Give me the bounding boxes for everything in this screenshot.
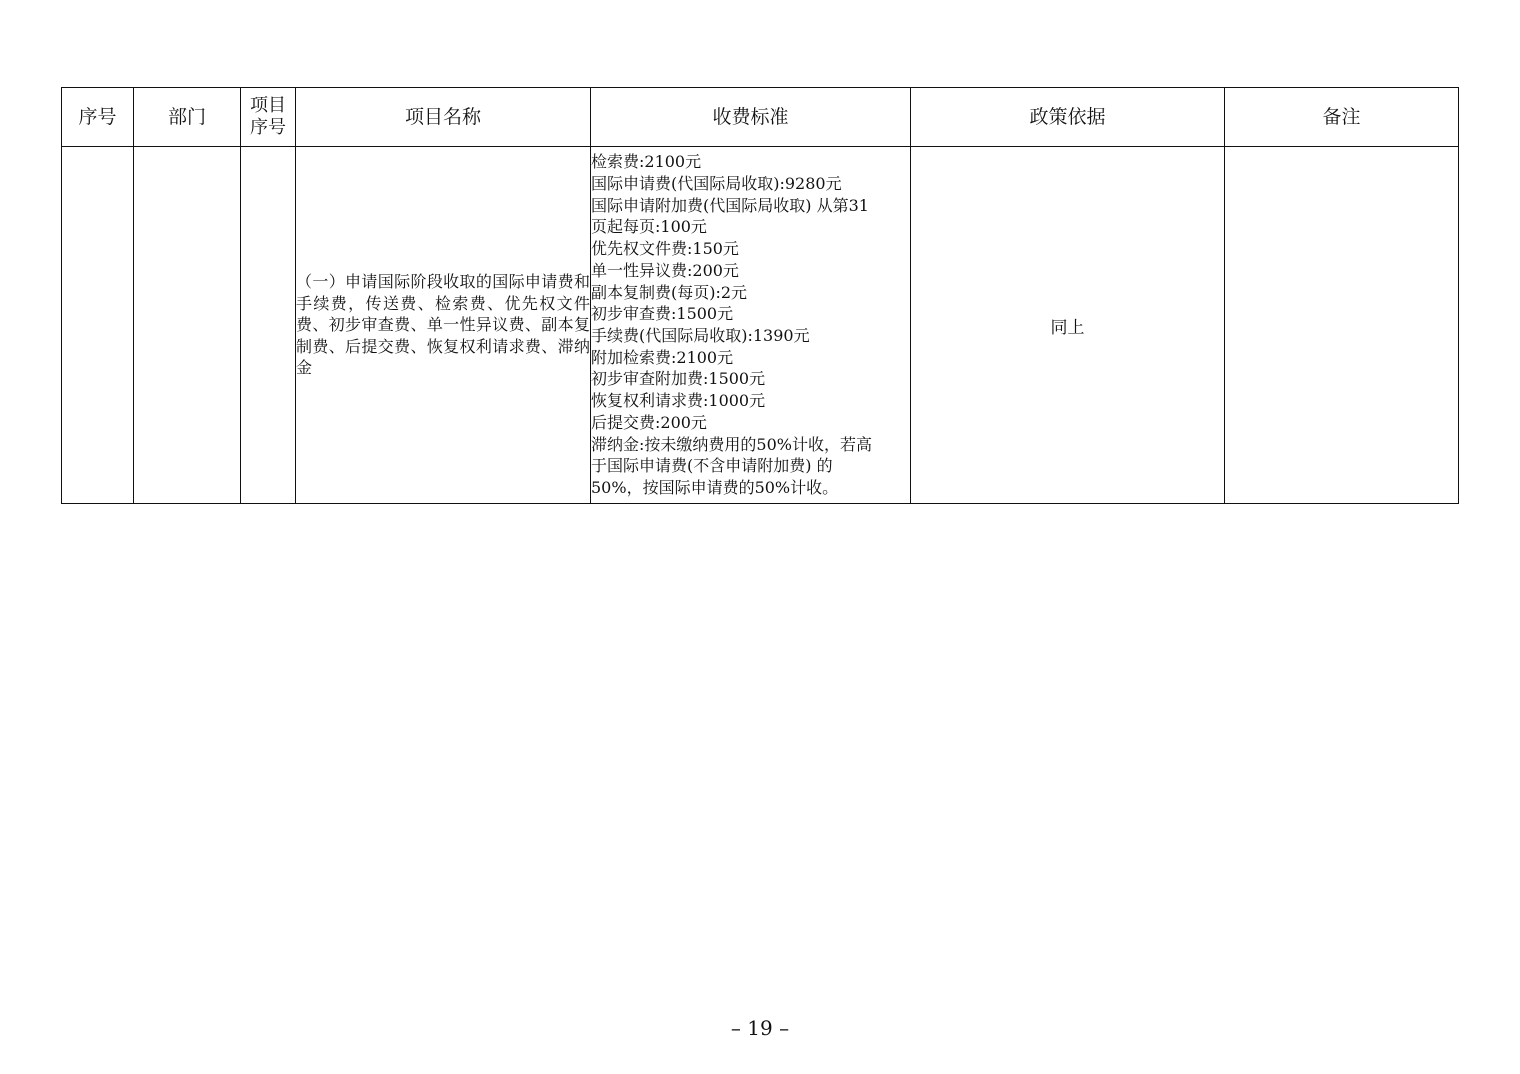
cell-item-index (241, 147, 296, 504)
header-row (62, 88, 1459, 147)
fee-line: 页起每页:100元 (591, 217, 707, 237)
cell-item-name: （一）申请国际阶段收取的国际申请费和手续费，传送费、检索费、优先权文件费、初步审查费、单一性异议费、副本复制费、后提交费、恢复权利请求费、滞纳金 (296, 147, 591, 504)
table-row (62, 147, 1459, 504)
fee-line: 国际申请费(代国际局收取):9280元 (591, 174, 842, 194)
page-number: – 19 – (730, 1016, 790, 1040)
header-index: 序号 (62, 88, 134, 147)
header-policy-basis: 政策依据 (911, 88, 1225, 147)
fee-table (61, 87, 1459, 504)
fee-line: 恢复权利请求费:1000元 (591, 391, 766, 411)
fee-line: 单一性异议费:200元 (591, 260, 739, 280)
fee-line: 初步审查附加费:1500元 (591, 369, 766, 389)
cell-index (62, 147, 134, 504)
fee-line: 50%，按国际申请费的50%计收。 (591, 477, 839, 497)
fee-lines (591, 151, 910, 498)
header-item-name: 项目名称 (296, 88, 591, 147)
header-fee-standard: 收费标准 (591, 88, 911, 147)
fee-line: 于国际申请费(不含申请附加费) 的 (591, 456, 833, 476)
fee-line: 后提交费:200元 (591, 412, 707, 432)
fee-line: 初步审查费:1500元 (591, 304, 734, 324)
cell-fee-standard (591, 147, 911, 504)
fee-line: 副本复制费(每页):2元 (591, 282, 748, 302)
fee-line: 附加检索费:2100元 (591, 347, 734, 367)
header-department: 部门 (134, 88, 241, 147)
fee-line: 手续费(代国际局收取):1390元 (591, 326, 810, 345)
header-item-index (241, 88, 296, 147)
cell-department (134, 147, 241, 504)
header-item-index-label: 项目 序号 (250, 95, 286, 138)
cell-policy-basis: 同上 (911, 147, 1225, 504)
fee-line: 检索费:2100元 (591, 152, 702, 172)
header-remarks: 备注 (1225, 88, 1459, 147)
fee-line: 国际申请附加费(代国际局收取) 从第31 (591, 195, 869, 215)
cell-remarks (1225, 147, 1459, 504)
fee-line: 滞纳金:按未缴纳费用的50%计收，若高 (591, 434, 872, 454)
fee-line: 优先权文件费:150元 (591, 239, 739, 259)
